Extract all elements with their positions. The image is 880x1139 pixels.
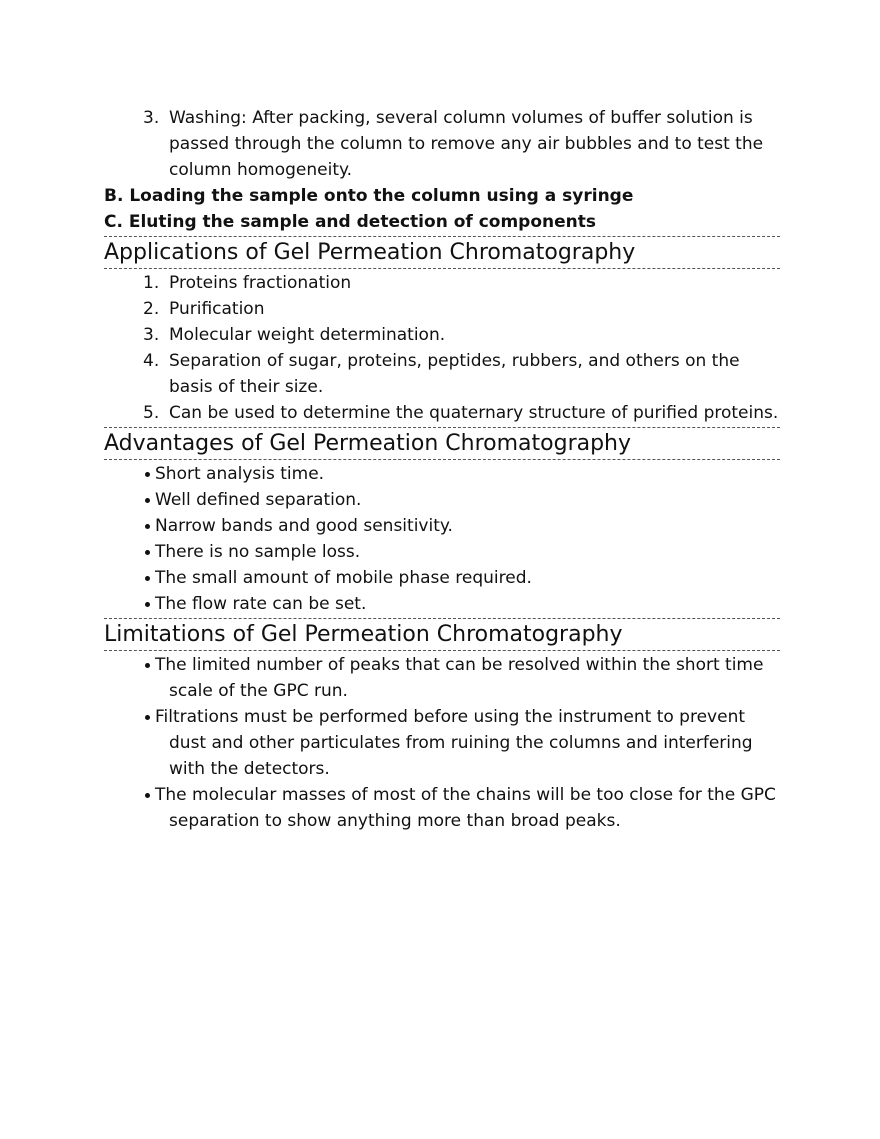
list-item-text: Well defined separation. (155, 490, 362, 510)
list-number: 1. (143, 273, 160, 293)
list-item (104, 487, 780, 513)
limitations-list (104, 652, 780, 834)
list-item (104, 322, 780, 348)
bullet-icon (145, 793, 150, 798)
bullet-icon (145, 576, 150, 581)
list-item-text: Separation of sugar, proteins, peptides, rubbers, and others on the basis of their size. (169, 351, 740, 397)
list-item-text: There is no sample loss. (155, 542, 361, 562)
list-item-text: Molecular weight determination. (169, 325, 446, 345)
list-item (104, 565, 780, 591)
list-item (104, 782, 780, 834)
bullet-icon (145, 715, 150, 720)
advantages-list (104, 461, 780, 617)
bullet-icon (145, 498, 150, 503)
list-number: 5. (143, 403, 160, 423)
list-item-text: The molecular masses of most of the chains will be too close for the GPC separation to show anything more than broad peaks. (155, 785, 776, 831)
list-item-text: Narrow bands and good sensitivity. (155, 516, 453, 536)
bullet-icon (145, 663, 150, 668)
applications-heading: Applications of Gel Permeation Chromatography (104, 236, 780, 269)
list-item (104, 461, 780, 487)
bullet-icon (145, 472, 150, 477)
list-item (104, 296, 780, 322)
applications-list (104, 270, 780, 426)
bullet-icon (145, 602, 150, 607)
list-item-text: Washing: After packing, several column volumes of buffer solution is passed through the column to remove any air bubbles and to test the column homogeneity. (169, 108, 764, 180)
list-number: 3. (143, 108, 160, 128)
list-item (104, 539, 780, 565)
limitations-heading: Limitations of Gel Permeation Chromatography (104, 618, 780, 651)
list-item-text: Short analysis time. (155, 464, 325, 484)
list-item-text: Purification (169, 299, 265, 319)
list-number: 4. (143, 351, 160, 371)
list-item (104, 348, 780, 400)
list-item-text: The flow rate can be set. (155, 594, 367, 614)
list-item (104, 513, 780, 539)
list-item (104, 704, 780, 782)
list-item-text: Filtrations must be performed before using the instrument to prevent dust and other particulates from ruining the columns and interfering with the detectors. (155, 707, 753, 779)
list-item-text: Can be used to determine the quaternary structure of purified proteins. (169, 403, 779, 423)
list-item (104, 270, 780, 296)
list-item (104, 591, 780, 617)
list-item (104, 400, 780, 426)
sub-heading-eluting: C. Eluting the sample and detection of components (104, 212, 597, 232)
list-item-text: The small amount of mobile phase required. (155, 568, 532, 588)
advantages-heading: Advantages of Gel Permeation Chromatography (104, 427, 780, 460)
list-item-text: The limited number of peaks that can be resolved within the short time scale of the GPC run. (155, 655, 764, 701)
bullet-icon (145, 524, 150, 529)
bullet-icon (145, 550, 150, 555)
list-item (104, 652, 780, 704)
list-item-text: Proteins fractionation (169, 273, 352, 293)
list-number: 2. (143, 299, 160, 319)
list-number: 3. (143, 325, 160, 345)
sub-heading-loading: B. Loading the sample onto the column using a syringe (104, 186, 634, 206)
packing-step-washing (104, 105, 780, 183)
document-page (104, 105, 780, 834)
